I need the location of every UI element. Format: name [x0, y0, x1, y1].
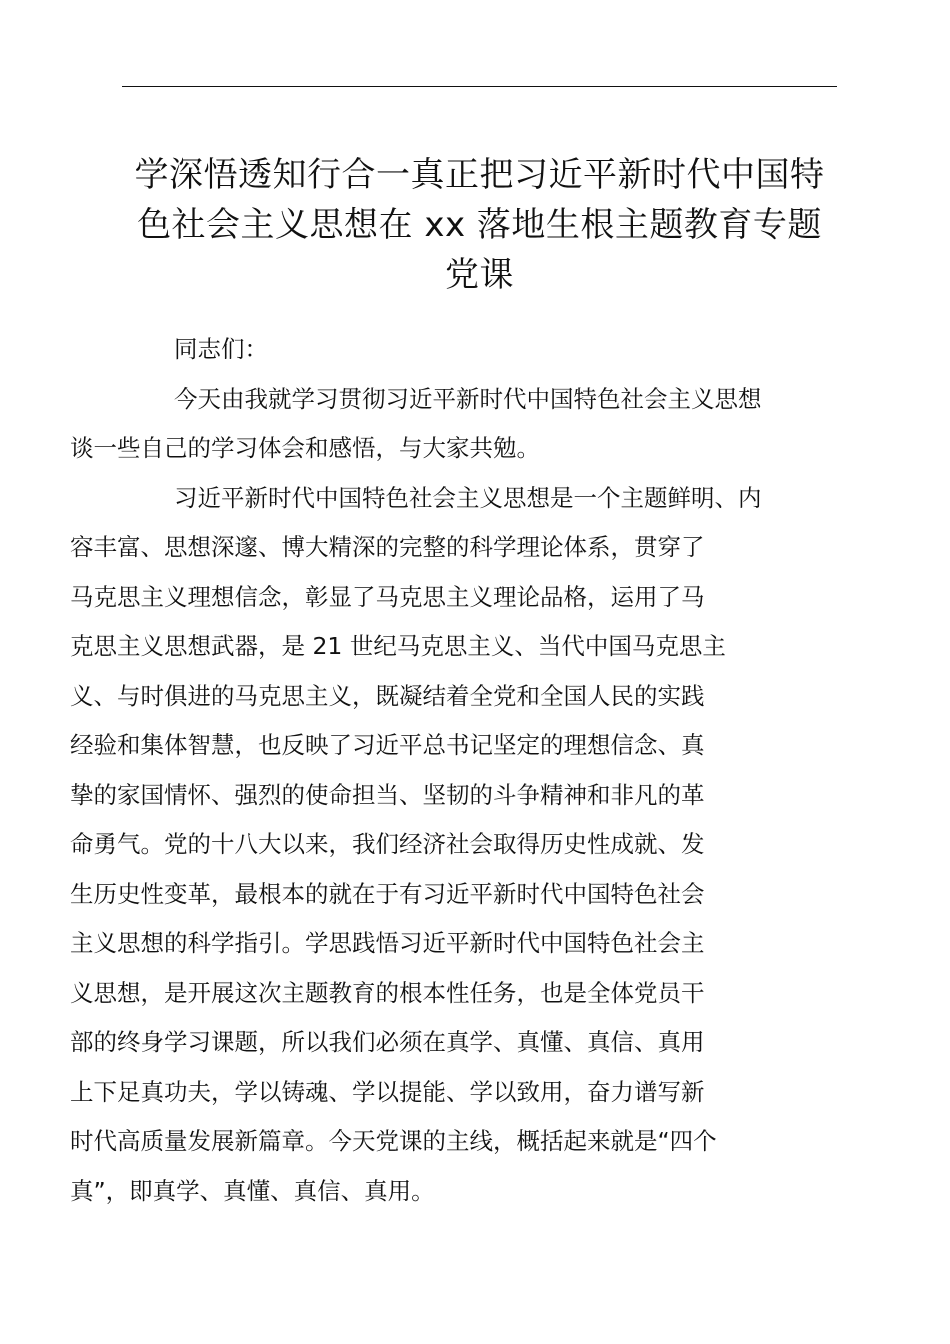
intro-paragraph [70, 375, 837, 474]
title-line: 学深悟透知行合一真正把习近平新时代中国特 [134, 155, 825, 195]
paragraph-line: 主义思想的科学指引。学思践悟习近平新时代中国特色社会主 [70, 929, 705, 957]
paragraph-line: 今天由我就学习贯彻习近平新时代中国特色社会主义思想 [174, 384, 762, 413]
paragraph-line: 同志们： [174, 335, 268, 363]
paragraph-line: 容丰富、思想深邃、博大精深的完整的科学理论体系，贯穿了 [70, 533, 705, 561]
paragraph-line: 上下足真功夫，学以铸魂、学以提能、学以致用，奋力谱写新 [70, 1077, 705, 1106]
header-rule [122, 86, 837, 87]
paragraph-line: 谈一些自己的学习体会和感悟，与大家共勉。 [70, 434, 540, 462]
paragraph-line: 部的终身学习课题，所以我们必须在真学、真懂、真信、真用 [70, 1028, 705, 1056]
title-line: 党课 [445, 255, 514, 295]
paragraph-line: 义、与时俱进的马克思主义，既凝结着全党和全国人民的实践 [70, 681, 705, 710]
paragraph-line: 挚的家国情怀、强烈的使命担当、坚韧的斗争精神和非凡的革 [70, 780, 705, 809]
main-paragraph [70, 474, 837, 1217]
title-line: 色社会主义思想在 xx 落地生根主题教育专题 [137, 205, 822, 245]
paragraph-line: 克思主义思想武器，是 21 世纪马克思主义、当代中国马克思主 [70, 632, 726, 660]
paragraph-line: 习近平新时代中国特色社会主义思想是一个主题鲜明、内 [174, 483, 762, 512]
paragraph-line: 时代高质量发展新篇章。今天党课的主线，概括起来就是“四个 [70, 1127, 717, 1155]
paragraph-line: 真”，即真学、真懂、真信、真用。 [70, 1176, 435, 1205]
paragraph-line: 命勇气。党的十八大以来，我们经济社会取得历史性成就、发 [70, 830, 705, 858]
paragraph-line: 义思想，是开展这次主题教育的根本性任务，也是全体党员干 [70, 978, 705, 1007]
document-title [122, 150, 837, 300]
document-body [70, 325, 837, 1216]
paragraph-line: 马克思主义理想信念，彰显了马克思主义理论品格，运用了马 [70, 582, 705, 611]
paragraph-line: 生历史性变革，最根本的就在于有习近平新时代中国特色社会 [70, 879, 705, 908]
paragraph-line: 经验和集体智慧，也反映了习近平总书记坚定的理想信念、真 [70, 731, 705, 759]
salutation-paragraph [122, 325, 837, 375]
